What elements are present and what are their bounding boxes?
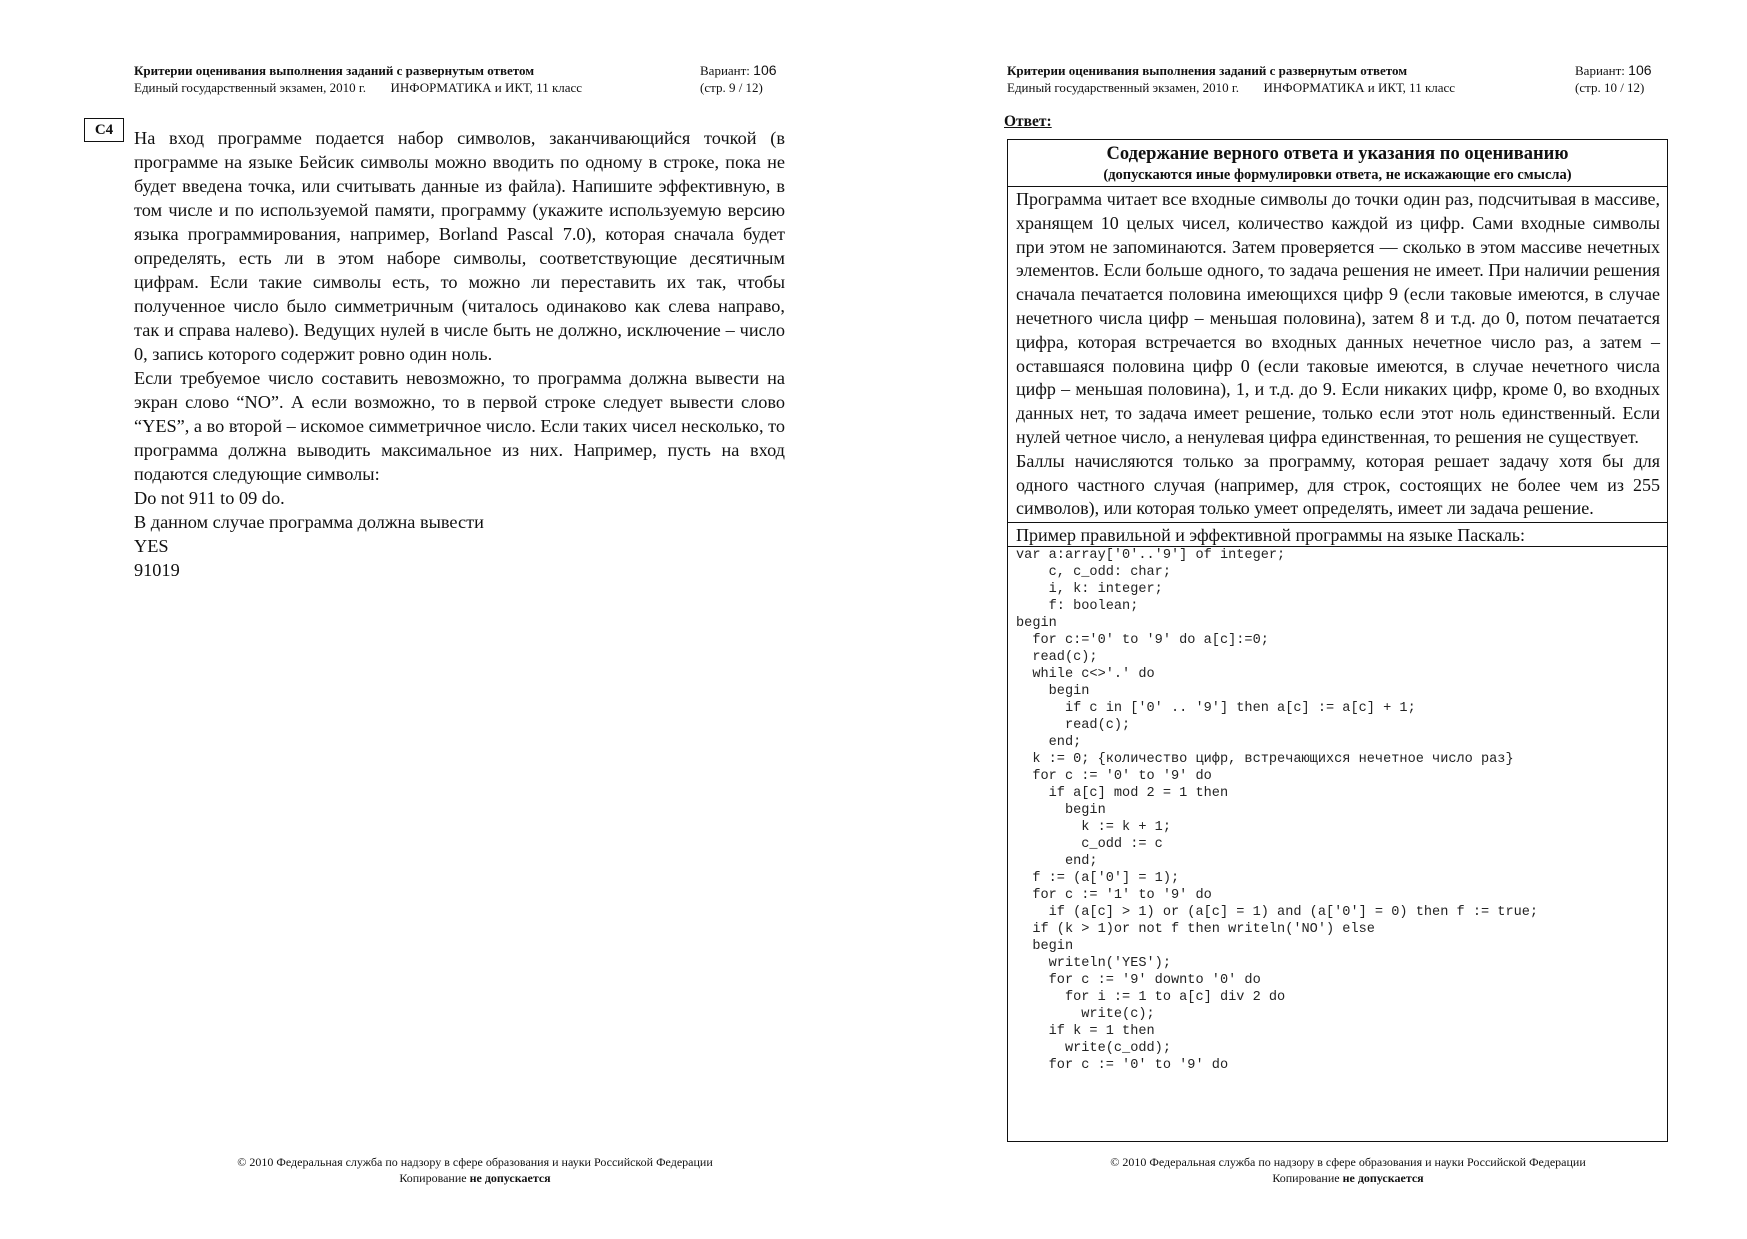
code-line: i, k: integer; [1016, 582, 1163, 598]
code-line: if c in ['0' .. '9'] then a[c] := a[c] + 1; [1016, 701, 1416, 717]
page-number: (стр. 9 / 12) [700, 80, 763, 95]
example-input: Do not 911 to 09 do. [134, 488, 285, 508]
code-line: read(c); [1016, 718, 1131, 734]
footer-copy-prefix: Копирование [399, 1171, 467, 1185]
footer-copy-notice [1033, 1170, 1663, 1186]
header-subject: ИНФОРМАТИКА и ИКТ, 11 класс [390, 80, 583, 95]
code-line: if k = 1 then [1016, 1024, 1155, 1040]
code-line: begin [1016, 803, 1106, 819]
code-line: for i := 1 to a[c] div 2 do [1016, 990, 1286, 1006]
variant-block [700, 62, 777, 96]
code-line: for c := '9' downto '0' do [1016, 973, 1261, 989]
code-line: if (a[c] > 1) or (a[c] = 1) and (a['0'] = 0) then f := true; [1016, 905, 1539, 921]
code-line: write(c_odd); [1016, 1041, 1171, 1057]
page-number: (стр. 10 / 12) [1575, 80, 1645, 95]
page-footer [160, 1154, 790, 1186]
header-exam-line [1007, 79, 1455, 96]
code-line: c, c_odd: char; [1016, 565, 1171, 581]
page-header [1007, 62, 1455, 96]
example-output-line1: YES [134, 536, 169, 556]
criteria-paragraph: Программа читает все входные символы до точки один раз, подсчитывая в массиве, хранящем 10 целых чисел, количество каждой из цифр. Сами входные символы при этом не запоминаются. Затем проверяется — сколько в этом массиве нечетных элементов. Если больше одного, то задача решения не имеет. При наличии решения сначала печатается половина имеющихся цифр 9 (если таковые имеются, в случае нечетного числа цифр – меньшая половина), затем 8 и т.д. до 0, потом печатается цифра, которая встречается во входных данных нечетное число раз, а затем – оставшаяся половина цифр 0 (если таковые имеются, в случае нечетного числа цифр – меньшая половина), 1, и т.д. до 9. Если никаких цифр, кроме 0, во входных данных нет, то задача имеет решение, только если этот ноль единственный. Если нулей четное число, а ненулевая цифра единственная, то решения не существует. [1016, 189, 1660, 447]
code-line: f := (a['0'] = 1); [1016, 871, 1180, 887]
code-line: for c := '0' to '9' do [1016, 1058, 1229, 1074]
answer-box-subtitle: (допускаются иные формулировки ответа, не искажающие его смысла) [1103, 167, 1572, 183]
code-line: write(c); [1016, 1007, 1155, 1023]
answer-box [1007, 139, 1668, 1142]
code-line: for c := '0' to '9' do [1016, 769, 1212, 785]
code-line: if a[c] mod 2 = 1 then [1016, 786, 1229, 802]
code-line: k := k + 1; [1016, 820, 1171, 836]
code-line: begin [1016, 616, 1057, 632]
code-line: f: boolean; [1016, 599, 1139, 615]
variant-label: Вариант: [700, 63, 750, 78]
code-line: writeln('YES'); [1016, 956, 1171, 972]
header-title: Критерии оценивания выполнения заданий с развернутым ответом [1007, 63, 1408, 78]
task-paragraph: Если требуемое число составить невозможно, то программа должна вывести на экран слово “NO”. А если возможно, то в первой строке следует вывести слово “YES”, а во второй – искомое симметричное число. Если таких чисел несколько, то программа должна выводить максимальное из них. Например, пусть на вход подаются следующие символы: [134, 368, 785, 484]
answer-criteria [1008, 187, 1667, 523]
answer-box-header [1008, 140, 1667, 187]
variant-block [1575, 62, 1652, 96]
code-line: k := 0; {количество цифр, встречающихся нечетное число раз} [1016, 752, 1514, 768]
footer-copyright: © 2010 Федеральная служба по надзору в сфере образования и науки Российской Федерации [237, 1155, 713, 1169]
code-line: end; [1016, 854, 1098, 870]
example-output-line2: 91019 [134, 560, 180, 580]
pascal-code [1008, 547, 1667, 1074]
task-paragraph: На вход программе подается набор символов, заканчивающийся точкой (в программе на языке Бейсик символы можно вводить по одному в строке, пока не будет введена точка, или считывать данные из файла). Напишите эффективную, в том числе и по используемой памяти, программу (укажите используемую версию языка программирования, например, Borland Pascal 7.0), которая сначала будет определять, есть ли в этом наборе символы, соответствующие десятичным цифрам. Если такие символы есть, то можно ли переставить их так, чтобы полученное число было симметричным (читалось одинаково как слева направо, так и справа налево). Ведущих нулей в числе быть не должно, исключение – число 0, запись которого содержит ровно один ноль. [134, 128, 785, 364]
example-caption: В данном случае программа должна вывести [134, 512, 484, 532]
code-line: read(c); [1016, 650, 1098, 666]
code-line: if (k > 1)or not f then writeln('NO') else [1016, 922, 1375, 938]
footer-copy-bold: не допускается [469, 1171, 551, 1185]
code-line: begin [1016, 684, 1090, 700]
task-label: C4 [84, 118, 124, 142]
code-line: for c:='0' to '9' do a[c]:=0; [1016, 633, 1269, 649]
variant-line [1575, 62, 1652, 79]
footer-copy-bold: не допускается [1342, 1171, 1424, 1185]
header-exam: Единый государственный экзамен, 2010 г. [1007, 80, 1239, 95]
page-header [134, 62, 582, 96]
page-footer [1033, 1154, 1663, 1186]
variant-number: 106 [1628, 62, 1652, 78]
criteria-paragraph: Баллы начисляются только за программу, которая решает задачу хотя бы для одного частного случая (например, для строк, состоящих не более чем из 255 символов), или которая только умеет определять, имеет ли задача решение. [1016, 450, 1660, 519]
example-program-heading: Пример правильной и эффективной программы на языке Паскаль: [1008, 523, 1667, 547]
code-line: while c<>'.' do [1016, 667, 1155, 683]
header-exam: Единый государственный экзамен, 2010 г. [134, 80, 366, 95]
answer-label: Ответ: [1004, 113, 1052, 130]
task-text [134, 126, 785, 582]
header-exam-line [134, 79, 582, 96]
footer-copy-prefix: Копирование [1272, 1171, 1340, 1185]
header-subject: ИНФОРМАТИКА и ИКТ, 11 класс [1263, 80, 1456, 95]
footer-copyright: © 2010 Федеральная служба по надзору в сфере образования и науки Российской Федерации [1110, 1155, 1586, 1169]
header-title: Критерии оценивания выполнения заданий с развернутым ответом [134, 63, 535, 78]
code-line: begin [1016, 939, 1074, 955]
variant-number: 106 [753, 62, 777, 78]
code-line: c_odd := c [1016, 837, 1163, 853]
code-line: var a:array['0'..'9'] of integer; [1016, 548, 1286, 564]
code-line: for c := '1' to '9' do [1016, 888, 1212, 904]
left-page [0, 0, 870, 1239]
code-line: end; [1016, 735, 1082, 751]
footer-copy-notice [160, 1170, 790, 1186]
variant-line [700, 62, 777, 79]
answer-box-title: Содержание верного ответа и указания по оцениванию [1106, 144, 1569, 164]
variant-label: Вариант: [1575, 63, 1625, 78]
